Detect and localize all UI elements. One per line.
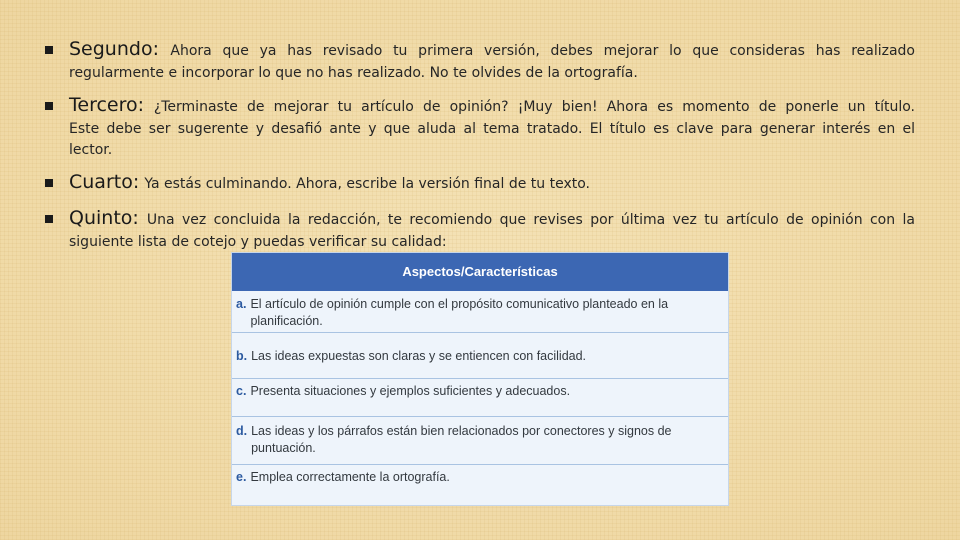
square-bullet-icon: [45, 102, 53, 110]
step-text-continuation-end: lector.: [69, 142, 113, 158]
row-text: Presenta situaciones y ejemplos suficientes y adecuados.: [250, 384, 571, 398]
row-text: Las ideas expuestas son claras y se entiencen con facilidad.: [251, 349, 587, 363]
step-text: ¿Terminaste de mejorar tu artículo de opinión? ¡Muy bien! Ahora es momento de ponerle un título.: [153, 99, 916, 115]
checklist-row: [232, 291, 728, 333]
step-heading: Tercero:: [69, 94, 145, 116]
checklist-row: [232, 417, 728, 465]
checklist-row: [232, 333, 728, 379]
row-text: Las ideas y los párrafos están bien relacionados por conectores y signos de puntuación.: [251, 424, 672, 455]
square-bullet-icon: [45, 215, 53, 223]
step-segundo: [45, 37, 915, 84]
step-text: Ya estás culminando. Ahora, escribe la versión final de tu texto.: [144, 176, 591, 192]
row-letter: a.: [236, 297, 247, 311]
row-letter: d.: [236, 424, 248, 438]
step-text-continuation: siguiente lista de cotejo y puedas verificar su calidad:: [69, 234, 447, 250]
square-bullet-icon: [45, 179, 53, 187]
row-text: El artículo de opinión cumple con el propósito comunicativo planteado en la planificación.: [250, 297, 669, 328]
square-bullet-icon: [45, 46, 53, 54]
step-text-continuation: Este debe ser sugerente y desafió ante y que aluda al tema tratado. El título es clave para generar interés en el: [69, 121, 915, 137]
step-heading: Cuarto:: [69, 171, 140, 193]
step-heading: Quinto:: [69, 207, 139, 229]
step-heading: Segundo:: [69, 38, 159, 60]
row-letter: c.: [236, 384, 247, 398]
row-text: Emplea correctamente la ortografía.: [250, 470, 450, 484]
step-cuarto: [45, 170, 915, 196]
checklist-header: Aspectos/Características: [232, 253, 728, 291]
step-text: Ahora que ya has revisado tu primera versión, debes mejorar lo que consideras has realizado: [170, 43, 915, 59]
step-tercero: [45, 93, 915, 161]
row-letter: e.: [236, 470, 247, 484]
step-quinto: [45, 206, 915, 253]
step-text-continuation: regularmente e incorporar lo que no has realizado. No te olvides de la ortografía.: [69, 65, 638, 81]
step-text: Una vez concluida la redacción, te recomiendo que revises por última vez tu artículo de opinión con la: [146, 212, 915, 228]
checklist-table: [231, 252, 729, 506]
checklist-row: [232, 465, 728, 505]
checklist-row: [232, 379, 728, 417]
row-letter: b.: [236, 349, 248, 363]
